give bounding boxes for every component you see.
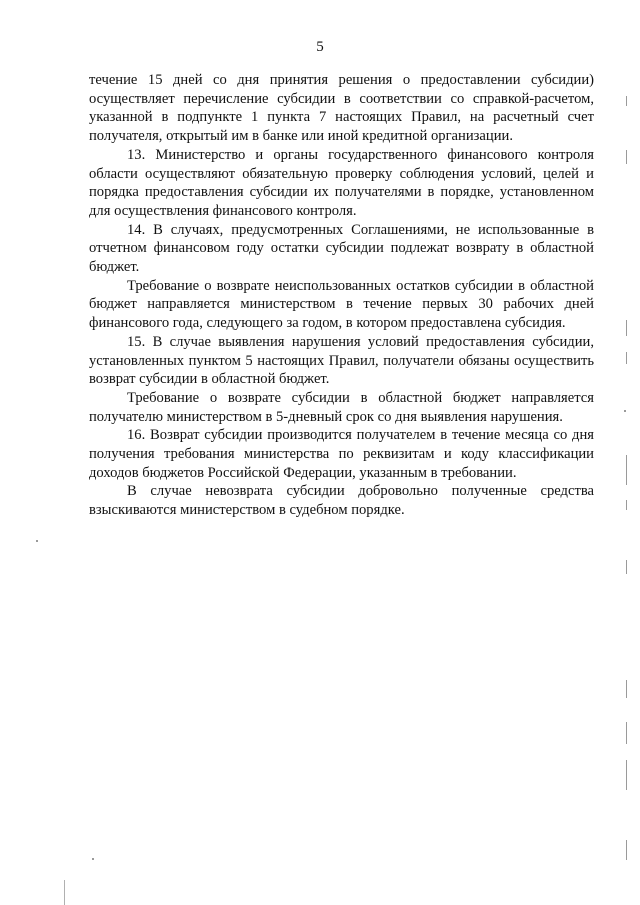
scan-margin-line [626, 320, 627, 336]
scan-margin-line [626, 560, 627, 574]
document-body [89, 71, 594, 520]
scan-margin-line [626, 150, 627, 164]
scan-speck [92, 858, 94, 860]
paragraph-refund-demand: Требование о возврате субсидии в областной бюджет направляется получателю министерством в 5-дневный срок со дня выявления нарушения. [89, 389, 594, 425]
scan-margin-line [626, 680, 627, 698]
paragraph-item-14: 14. В случаях, предусмотренных Соглашениями, не использованные в отчетном финансовом году остатки субсидии подлежат возврату в областной бюджет. [89, 221, 594, 276]
page-number: 5 [316, 39, 324, 55]
scan-margin-line [626, 722, 627, 744]
paragraph-refund-requirement: Требование о возврате неиспользованных остатков субсидии в областной бюджет направляется министерством в течение первых 30 рабочих дней финансового года, следующего за годом, в котором предоставлена субсидия. [89, 277, 594, 332]
scan-margin-line [626, 455, 627, 485]
paragraph-item-15: 15. В случае выявления нарушения условий предоставления субсидии, установленных пунктом 5 настоящих Правил, получатели обязаны осуществить возврат субсидии в областной бюджет. [89, 333, 594, 388]
paragraph-item-16: 16. Возврат субсидии производится получателем в течение месяца со дня получения требования министерства по реквизитам и коду классификации доходов бюджетов Российской Федерации, указанным в требовании. [89, 427, 594, 481]
paragraph-item-13: 13. Министерство и органы государственного финансового контроля области осуществляют обязательную проверку соблюдения условий, целей и порядка предоставления субсидии их получателями в порядке, установленном для осуществления финансового контроля. [89, 146, 594, 219]
scan-margin-line [626, 352, 627, 364]
scan-margin-line [626, 500, 627, 510]
scan-left-edge [64, 880, 65, 905]
scan-margin-line [626, 840, 627, 860]
scan-speck [624, 410, 626, 412]
scan-speck [36, 540, 38, 542]
scan-margin-line [626, 760, 627, 790]
paragraph-continuation: течение 15 дней со дня принятия решения о предоставлении субсидии) осуществляет перечисление субсидии в соответствии со справкой-расчетом, указанной в подпункте 1 пункта 7 настоящих Правил, на расчетный счет получателя, открытый им в банке или иной кредитной организации. [89, 72, 594, 145]
scan-margin-line [626, 96, 627, 106]
paragraph-enforcement: В случае невозврата субсидии добровольно полученные средства взыскиваются министерством в судебном порядке. [89, 483, 594, 519]
